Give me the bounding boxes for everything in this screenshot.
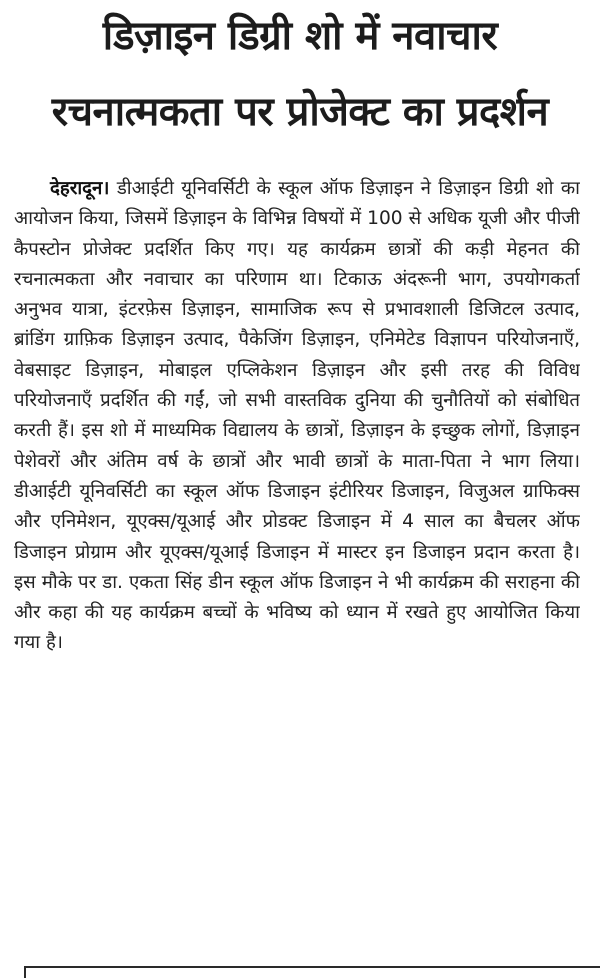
bottom-border-rule <box>24 966 600 978</box>
dateline: देहरादून। <box>50 178 110 199</box>
article-body <box>14 174 580 934</box>
headline-line-1: डिज़ाइन डिग्री शो में नवाचार <box>102 13 498 59</box>
headline-line-2: रचनात्मकता पर प्रोजेक्ट का प्रदर्शन <box>51 89 549 135</box>
article-body-text: डीआईटी यूनिवर्सिटी के स्कूल ऑफ डिज़ाइन ने डिज़ाइन डिग्री शो का आयोजन किया, जिसमें डिज़ाइन के विभिन्न विषयों में 100 से अधिक यूजी और पीजी कैपस्टोन प्रोजेक्ट प्रदर्शित किए गए। यह कार्यक्रम छात्रों की कड़ी मेहनत की रचनात्मकता और नवाचार का परिणाम था। टिकाऊ अंदरूनी भाग, उपयोगकर्ता अनुभव यात्रा, इंटरफ़ेस डिज़ाइन, सामाजिक रूप से प्रभावशाली डिजिटल उत्पाद, ब्रांडिंग ग्राफ़िक डिज़ाइन उत्पाद, पैकेजिंग डिज़ाइन, एनिमेटेड विज्ञापन परियोजनाएँ, वेबसाइट डिज़ाइन, मोबाइल एप्लिकेशन डिज़ाइन और इसी तरह की विविध परियोजनाएँ प्रदर्शित की गईं, जो सभी वास्तविक दुनिया की चुनौतियों को संबोधित करती हैं। इस शो में माध्यमिक विद्यालय के छात्रों, डिज़ाइन के इच्छुक लोगों, डिज़ाइन पेशेवरों और अंतिम वर्ष के छात्रों और भावी छात्रों के माता-पिता ने भाग लिया। डीआईटी यूनिवर्सिटी का स्कूल ऑफ डिजाइन इंटीरियर डिजाइन, विजुअल ग्राफिक्स और एनिमेशन, यूएक्स/यूआई और प्रोडक्ट डिजाइन में 4 साल का बैचलर ऑफ डिजाइन प्रोग्राम और यूएक्स/यूआई डिजाइन में मास्टर इन डिजाइन प्रदान करता है। इस मौके पर डा. एकता सिंह डीन स्कूल ऑफ डिजाइन ने भी कार्यक्रम की सराहना की और कहा की यह कार्यक्रम बच्चों के भविष्य को ध्यान में रखते हुए आयोजित किया गया है। <box>14 178 580 654</box>
